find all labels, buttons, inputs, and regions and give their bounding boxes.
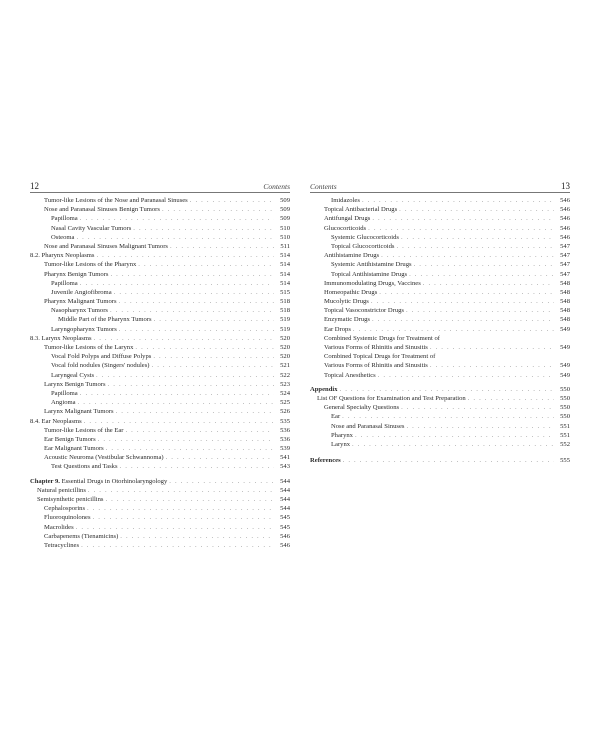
toc-entry-title: Ear Drops bbox=[324, 325, 351, 333]
toc-entry-page: 549 bbox=[560, 344, 570, 351]
dot-leader bbox=[74, 233, 274, 242]
dot-leader bbox=[428, 361, 554, 370]
toc-entry-title: Pharynx bbox=[331, 431, 353, 439]
toc-entry bbox=[310, 456, 570, 465]
dot-leader bbox=[74, 523, 274, 532]
toc-entry bbox=[310, 431, 570, 440]
dot-leader bbox=[118, 462, 274, 471]
toc-entry bbox=[30, 205, 290, 214]
toc-entry-page: 509 bbox=[280, 206, 290, 214]
toc-entry-page: 548 bbox=[560, 279, 570, 287]
toc-entry-title: Appendix bbox=[310, 385, 338, 393]
toc-entry-page: 544 bbox=[280, 477, 290, 485]
toc-entry-title: 8.3. Larynx Neoplasms bbox=[30, 334, 92, 342]
dot-leader bbox=[399, 233, 554, 242]
toc-entry bbox=[30, 477, 290, 486]
toc-entry-title: Carbapenems (Tienamicins) bbox=[44, 532, 119, 540]
toc-entry-page: 524 bbox=[280, 389, 290, 397]
toc-entry-title: Larynx bbox=[331, 440, 351, 448]
toc-entry bbox=[310, 422, 570, 431]
toc-entry-page: 546 bbox=[560, 197, 570, 204]
dot-leader bbox=[151, 352, 274, 361]
dot-leader bbox=[164, 453, 274, 462]
toc-entry-title: Topical Glucocorticoids bbox=[331, 242, 395, 250]
toc-entry bbox=[310, 315, 570, 324]
toc-entry bbox=[310, 260, 570, 269]
toc-entry-title: Papilloma bbox=[51, 389, 78, 397]
toc-entry-page: 525 bbox=[280, 399, 290, 407]
toc-entry-page: 555 bbox=[560, 457, 570, 465]
toc-entry-page: 520 bbox=[280, 353, 290, 361]
toc-entry-page: 539 bbox=[280, 445, 290, 453]
toc-entry bbox=[30, 343, 290, 352]
toc-entry bbox=[310, 242, 570, 251]
toc-entry-page: 550 bbox=[560, 385, 570, 393]
toc-entry bbox=[310, 196, 570, 205]
toc-entry-title: Glucocorticoids bbox=[324, 224, 367, 232]
toc-entry bbox=[310, 343, 570, 352]
dot-leader bbox=[108, 306, 274, 315]
toc-entry bbox=[310, 270, 570, 279]
toc-entry-title: Ear Benign Tumors bbox=[44, 435, 96, 443]
toc-entry-page: 544 bbox=[280, 505, 290, 513]
dot-leader bbox=[94, 371, 274, 380]
dot-leader bbox=[94, 251, 274, 260]
toc-entry-page: 551 bbox=[560, 422, 570, 430]
dot-leader bbox=[466, 394, 554, 403]
toc-entry bbox=[30, 260, 290, 269]
toc-entry-page: 546 bbox=[560, 224, 570, 232]
toc-entry-title: Antihistamine Drugs bbox=[324, 252, 380, 260]
toc-entry bbox=[310, 297, 570, 306]
toc-entry bbox=[30, 196, 290, 205]
toc-entry-title: Cephalosporins bbox=[44, 505, 86, 513]
dot-leader bbox=[160, 205, 274, 214]
toc-entry bbox=[310, 385, 570, 394]
toc-entry-page: 522 bbox=[280, 371, 290, 379]
dot-leader bbox=[86, 486, 274, 495]
toc-entry-page: 519 bbox=[280, 325, 290, 333]
toc-entry bbox=[310, 279, 570, 288]
dot-leader bbox=[407, 270, 554, 279]
toc-entry bbox=[310, 251, 570, 260]
toc-entry-page: 546 bbox=[560, 233, 570, 241]
dot-leader bbox=[79, 541, 274, 550]
toc-entry bbox=[310, 205, 570, 214]
toc-entry bbox=[30, 242, 290, 251]
toc-entry-page: 510 bbox=[280, 224, 290, 232]
dot-leader bbox=[376, 371, 554, 380]
toc-entry bbox=[30, 288, 290, 297]
toc-entry bbox=[310, 412, 570, 421]
dot-leader bbox=[379, 251, 554, 260]
dot-leader bbox=[168, 242, 274, 251]
dot-leader bbox=[108, 270, 274, 279]
toc-entry bbox=[30, 504, 290, 513]
toc-entry-page: 548 bbox=[560, 316, 570, 324]
toc-entry-title: Test Questions and Tasks bbox=[51, 463, 118, 471]
toc-entry-title: Topical Antibacterial Drugs bbox=[324, 206, 398, 214]
toc-entry-page: 549 bbox=[560, 362, 570, 370]
toc-entry bbox=[30, 398, 290, 407]
toc-entry bbox=[310, 352, 570, 361]
toc-entry-title: Various Forms of Rhinitis and Sinusitis bbox=[324, 344, 428, 351]
toc-entry-title: 8.2. Pharynx Neoplasms bbox=[30, 252, 95, 260]
toc-entry-title: Natural penicillins bbox=[37, 486, 86, 494]
toc-entry-page: 544 bbox=[280, 486, 290, 494]
toc-entry-title: General Specialty Questions bbox=[324, 404, 400, 412]
toc-entry-page: 550 bbox=[560, 394, 570, 402]
left-page-header bbox=[30, 180, 290, 193]
toc-entry bbox=[30, 541, 290, 550]
toc-entry-title: Middle Part of the Pharynx Tumors bbox=[58, 316, 152, 324]
dot-leader bbox=[103, 495, 274, 504]
toc-entry-title: Pharynx Benign Tumors bbox=[44, 270, 109, 278]
toc-entry-page: 549 bbox=[560, 325, 570, 333]
toc-entry bbox=[30, 352, 290, 361]
toc-entry-page: 536 bbox=[280, 435, 290, 443]
toc-entry-title: Immunomodulating Drugs, Vaccines bbox=[324, 279, 421, 287]
toc-entry-page: 550 bbox=[560, 413, 570, 421]
dot-leader bbox=[167, 477, 274, 486]
dot-leader bbox=[360, 196, 554, 205]
toc-entry bbox=[30, 435, 290, 444]
toc-entry-title: Ear Malignant Tumors bbox=[44, 445, 104, 453]
dot-leader bbox=[188, 196, 274, 205]
dot-leader bbox=[341, 456, 554, 465]
toc-entry bbox=[30, 279, 290, 288]
dot-leader bbox=[370, 315, 554, 324]
toc-entry bbox=[30, 444, 290, 453]
running-header-title: Contents bbox=[310, 182, 337, 191]
toc-entry-page: 546 bbox=[560, 206, 570, 214]
toc-entry bbox=[30, 251, 290, 260]
toc-entry-page: 519 bbox=[280, 316, 290, 324]
toc-entry-title: Mucolytic Drugs bbox=[324, 298, 369, 306]
toc-entry-title: Tumor-like Lesions of the Pharynx bbox=[44, 261, 137, 269]
dot-leader bbox=[404, 422, 554, 431]
toc-entry-title: Combined Topical Drugs for Treatment of bbox=[324, 353, 436, 361]
right-page bbox=[300, 0, 600, 750]
toc-entry-page: 514 bbox=[280, 279, 290, 287]
toc-entry bbox=[310, 325, 570, 334]
dot-leader bbox=[338, 385, 555, 394]
toc-entry-title: Larynx Malignant Tumors bbox=[44, 408, 114, 416]
toc-entry-title: Macrolides bbox=[44, 523, 74, 531]
toc-entry-page: 549 bbox=[560, 371, 570, 379]
toc-entry-page: 526 bbox=[280, 408, 290, 416]
toc-entry-title: Larynx Benign Tumors bbox=[44, 380, 106, 388]
toc-entry-page: 550 bbox=[560, 404, 570, 412]
toc-entry bbox=[30, 513, 290, 522]
dot-leader bbox=[350, 440, 554, 449]
dot-leader bbox=[152, 315, 274, 324]
toc-entry-title: Nasal Cavity Vascular Tumors bbox=[51, 224, 132, 232]
dot-leader bbox=[394, 242, 554, 251]
toc-entry-page: 511 bbox=[280, 242, 290, 250]
toc-entry-page: 546 bbox=[280, 541, 290, 549]
dot-leader bbox=[104, 444, 274, 453]
toc-entry bbox=[310, 403, 570, 412]
toc-entry-title: Topical Antihistamine Drugs bbox=[331, 270, 408, 278]
dot-leader bbox=[428, 343, 554, 352]
toc-entry-title: 8.4. Ear Neoplasms bbox=[30, 417, 82, 425]
dot-leader bbox=[136, 260, 274, 269]
toc-entry-page: 543 bbox=[280, 463, 290, 471]
toc-entry-page: 546 bbox=[560, 215, 570, 223]
toc-entry bbox=[310, 288, 570, 297]
toc-entry-page: 547 bbox=[560, 261, 570, 269]
toc-entry-page: 547 bbox=[560, 242, 570, 250]
toc-entry-page: 514 bbox=[280, 270, 290, 278]
toc-entry-title: Pharynx Malignant Tumors bbox=[44, 298, 117, 306]
toc-entry bbox=[30, 380, 290, 389]
toc-entry-title: Various Forms of Rhinitis and Sinusitis bbox=[324, 362, 428, 370]
toc-entry bbox=[30, 233, 290, 242]
toc-entry bbox=[30, 334, 290, 343]
toc-entry-title: Osteoma bbox=[51, 233, 75, 241]
page-number: 12 bbox=[30, 181, 39, 191]
toc-entry-title: Combined Systemic Drugs for Treatment of bbox=[324, 334, 440, 342]
toc-entry bbox=[30, 495, 290, 504]
toc-entry bbox=[30, 315, 290, 324]
dot-leader bbox=[150, 361, 275, 370]
toc-entry-page: 520 bbox=[280, 334, 290, 342]
dot-leader bbox=[117, 297, 274, 306]
toc-entry-title: Tumor-like Lesions of the Nose and Paranasal Sinuses bbox=[44, 197, 188, 204]
dot-leader bbox=[106, 380, 274, 389]
toc-entry-title: List OF Questions for Examination and Test Preparation bbox=[317, 394, 466, 402]
dot-leader bbox=[133, 343, 274, 352]
toc-entry-title: Nose and Paranasal Sinuses Benign Tumors bbox=[44, 206, 160, 214]
dot-leader bbox=[96, 435, 274, 444]
toc-entry bbox=[30, 462, 290, 471]
toc-entry-title: Fluoroquinolones bbox=[44, 514, 91, 522]
dot-leader bbox=[78, 279, 274, 288]
toc-entry bbox=[30, 532, 290, 541]
toc-entry-title: Laryngopharynx Tumors bbox=[51, 325, 117, 333]
toc-entry-page: 521 bbox=[280, 362, 290, 370]
toc-entry bbox=[30, 371, 290, 380]
toc-entry-title: Acoustic Neuroma (Vestibular Schwannoma) bbox=[44, 454, 164, 462]
toc-entry-title: Papilloma bbox=[51, 279, 78, 287]
toc-entry-page: 514 bbox=[280, 261, 290, 269]
toc-entry-title: Angioma bbox=[51, 399, 76, 407]
toc-entry bbox=[30, 426, 290, 435]
toc-entry bbox=[30, 214, 290, 223]
dot-leader bbox=[399, 403, 554, 412]
dot-leader bbox=[114, 407, 274, 416]
toc-entry bbox=[310, 214, 570, 223]
toc-entry bbox=[30, 407, 290, 416]
toc-entry-page: 547 bbox=[560, 270, 570, 278]
toc-entry-title: Nose and Paranasal Sinuses Malignant Tumors bbox=[44, 242, 168, 250]
dot-leader bbox=[78, 389, 274, 398]
toc-entry-title: Homeopathic Drugs bbox=[324, 288, 378, 296]
toc-entry-title: Vocal Fold Polyps and Diffuse Polyps bbox=[51, 353, 152, 361]
toc-entry-page: 535 bbox=[280, 417, 290, 425]
toc-entry-title: Papilloma bbox=[51, 215, 78, 223]
toc-entry-page: 518 bbox=[280, 307, 290, 315]
running-header-title: Contents bbox=[263, 182, 290, 191]
toc-entry bbox=[30, 297, 290, 306]
dot-leader bbox=[112, 288, 274, 297]
toc-entry-page: 509 bbox=[280, 215, 290, 223]
dot-leader bbox=[117, 325, 274, 334]
dot-leader bbox=[76, 398, 274, 407]
toc-entry-title: Tetracyclines bbox=[44, 541, 80, 549]
toc-entry bbox=[310, 361, 570, 370]
toc-entry-page: 548 bbox=[560, 307, 570, 315]
dot-leader bbox=[377, 288, 554, 297]
dot-leader bbox=[118, 532, 274, 541]
toc-entry-page: 545 bbox=[280, 523, 290, 531]
right-page-header bbox=[310, 180, 570, 193]
toc-entry-title: Tumor-like Lesions of the Ear bbox=[44, 426, 124, 434]
toc-entry bbox=[30, 361, 290, 370]
toc-entry-page: 515 bbox=[280, 288, 290, 296]
toc-entry-page: 518 bbox=[280, 298, 290, 306]
toc-entry bbox=[30, 224, 290, 233]
toc-entry-page: 548 bbox=[560, 298, 570, 306]
toc-entry-page: 548 bbox=[560, 288, 570, 296]
toc-entry bbox=[310, 371, 570, 380]
dot-leader bbox=[353, 431, 554, 440]
toc-entry-title: Vocal fold nodules (Singers' nodules) bbox=[51, 362, 150, 370]
dot-leader bbox=[92, 334, 274, 343]
toc-entry bbox=[30, 389, 290, 398]
toc-entry bbox=[30, 270, 290, 279]
dot-leader bbox=[366, 224, 554, 233]
toc-entry bbox=[30, 523, 290, 532]
toc-entry-title: Tumor-like Lesions of the Larynx bbox=[44, 344, 134, 351]
toc-entry-page: 520 bbox=[280, 344, 290, 351]
dot-leader bbox=[85, 504, 274, 513]
toc-entry-page: 545 bbox=[280, 514, 290, 522]
toc-entry-title: Topical Vasoconstrictor Drugs bbox=[324, 307, 404, 315]
toc-entry bbox=[30, 306, 290, 315]
toc-entry-title: Laryngeal Cysts bbox=[51, 371, 95, 379]
toc-entry-page: 510 bbox=[280, 233, 290, 241]
dot-leader bbox=[369, 297, 554, 306]
toc-entry-page: 546 bbox=[280, 532, 290, 540]
toc-entry-page: 552 bbox=[560, 440, 570, 448]
toc-entry-title: Systemic Antihistamine Drugs bbox=[331, 261, 412, 269]
dot-leader bbox=[78, 214, 274, 223]
toc-entry-title: Chapter 9. Essential Drugs in Otorhinolaryngology bbox=[30, 477, 168, 485]
page-number: 13 bbox=[561, 181, 570, 191]
toc-entry-title: Imidazoles bbox=[331, 197, 360, 204]
dot-leader bbox=[421, 279, 554, 288]
toc-entry-title: Topical Anesthetics bbox=[324, 371, 376, 379]
toc-entry-title: Enzymatic Drugs bbox=[324, 316, 370, 324]
toc-entry-title: Ear bbox=[331, 413, 341, 421]
toc-list-left bbox=[30, 196, 290, 550]
toc-entry-title: Nose and Paranasal Sinuses bbox=[331, 422, 405, 430]
toc-entry bbox=[30, 453, 290, 462]
toc-entry bbox=[310, 306, 570, 315]
toc-entry bbox=[310, 224, 570, 233]
toc-entry-title: References bbox=[310, 457, 341, 465]
toc-entry-page: 547 bbox=[560, 252, 570, 260]
toc-entry-page: 536 bbox=[280, 426, 290, 434]
toc-entry-title: Semisynthetic penicillins bbox=[37, 496, 104, 503]
dot-leader bbox=[82, 417, 274, 426]
toc-entry-page: 551 bbox=[560, 431, 570, 439]
toc-entry bbox=[310, 334, 570, 343]
toc-entry-title: Systemic Glucocorticoids bbox=[331, 233, 399, 241]
toc-entry-title: Juvenile Angiofibroma bbox=[51, 288, 112, 296]
toc-entry-title: Nasopharynx Tumors bbox=[51, 307, 108, 315]
toc-entry-page: 509 bbox=[280, 197, 290, 204]
toc-list-right bbox=[310, 196, 570, 465]
toc-entry bbox=[310, 394, 570, 403]
dot-leader bbox=[123, 426, 274, 435]
dot-leader bbox=[340, 412, 554, 421]
toc-entry bbox=[30, 417, 290, 426]
toc-entry-page: 541 bbox=[280, 454, 290, 462]
toc-entry-title: Antifungal Drugs bbox=[324, 215, 371, 223]
toc-entry bbox=[30, 325, 290, 334]
dot-leader bbox=[131, 224, 274, 233]
dot-leader bbox=[351, 325, 554, 334]
dot-leader bbox=[370, 214, 554, 223]
toc-entry-page: 544 bbox=[280, 496, 290, 503]
toc-entry-page: 523 bbox=[280, 380, 290, 388]
dot-leader bbox=[91, 513, 274, 522]
dot-leader bbox=[412, 260, 554, 269]
dot-leader bbox=[404, 306, 554, 315]
toc-entry bbox=[310, 440, 570, 449]
dot-leader bbox=[397, 205, 554, 214]
toc-entry bbox=[310, 233, 570, 242]
toc-entry bbox=[30, 486, 290, 495]
toc-entry-page: 514 bbox=[280, 252, 290, 260]
